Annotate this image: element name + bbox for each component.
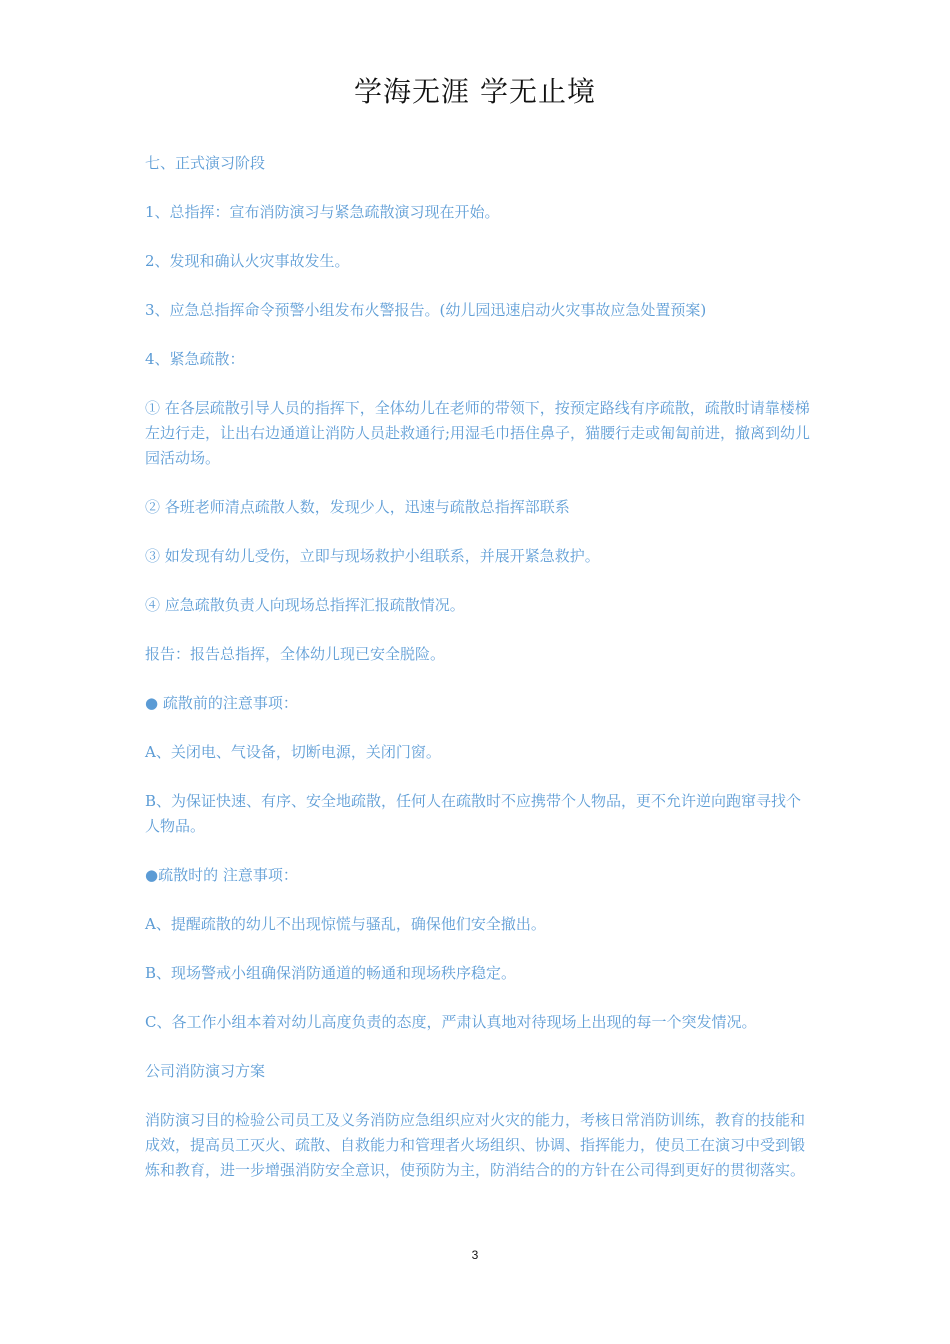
- paragraph: 报告：报告总指挥，全体幼儿现已安全脱险。: [145, 645, 446, 663]
- section-heading: 七、正式演习阶段: [145, 154, 266, 172]
- paragraph: 3、应急总指挥命令预警小组发布火警报告。(幼儿园迅速启动火灾事故应急处置预案): [145, 301, 707, 319]
- paragraph: ① 在各层疏散引导人员的指挥下，全体幼儿在老师的带领下，按预定路线有序疏散，疏散时请靠楼梯左边行走，让出右边通道让消防人员赴救通行;用湿毛巾捂住鼻子，猫腰行走或匍匐前进，撤离到幼儿园活动场。: [145, 399, 811, 467]
- section-heading: 公司消防演习方案: [145, 1062, 266, 1080]
- paragraph: ④ 应急疏散负责人向现场总指挥汇报疏散情况。: [145, 596, 465, 614]
- document-body: [145, 151, 815, 1207]
- bullet-heading: ●疏散时的 注意事项：: [145, 866, 298, 884]
- paragraph: B、为保证快速、有序、安全地疏散，任何人在疏散时不应携带个人物品，更不允许逆向跑窜寻找个人物品。: [145, 792, 802, 835]
- paragraph: A、提醒疏散的幼儿不出现惊慌与骚乱，确保他们安全撤出。: [145, 915, 546, 933]
- paragraph: 消防演习目的检验公司员工及义务消防应急组织应对火灾的能力，考核日常消防训练，教育的技能和成效，提高员工灭火、疏散、自救能力和管理者火场组织、协调、指挥能力，使员工在演习中受到锻炼和教育，进一步增强消防安全意识，使预防为主，防消结合的的方针在公司得到更好的贯彻落实。: [145, 1111, 806, 1179]
- page-number: 3: [471, 1248, 479, 1262]
- paragraph: 2、发现和确认火灾事故发生。: [145, 252, 350, 270]
- paragraph: 1、总指挥：宣布消防演习与紧急疏散演习现在开始。: [145, 203, 500, 221]
- paragraph: A、关闭电、气设备，切断电源，关闭门窗。: [145, 743, 441, 761]
- paragraph: ③ 如发现有幼儿受伤，立即与现场救护小组联系，并展开紧急救护。: [145, 547, 600, 565]
- paragraph: B、现场警戒小组确保消防通道的畅通和现场秩序稳定。: [145, 964, 517, 982]
- bullet-heading: ● 疏散前的注意事项：: [145, 694, 298, 712]
- page-header-title: 学海无涯 学无止境: [354, 75, 596, 108]
- paragraph: 4、紧急疏散：: [145, 350, 245, 368]
- paragraph: ② 各班老师清点疏散人数，发现少人，迅速与疏散总指挥部联系: [145, 498, 570, 516]
- paragraph: C、各工作小组本着对幼儿高度负责的态度，严肃认真地对待现场上出现的每一个突发情况。: [145, 1013, 757, 1031]
